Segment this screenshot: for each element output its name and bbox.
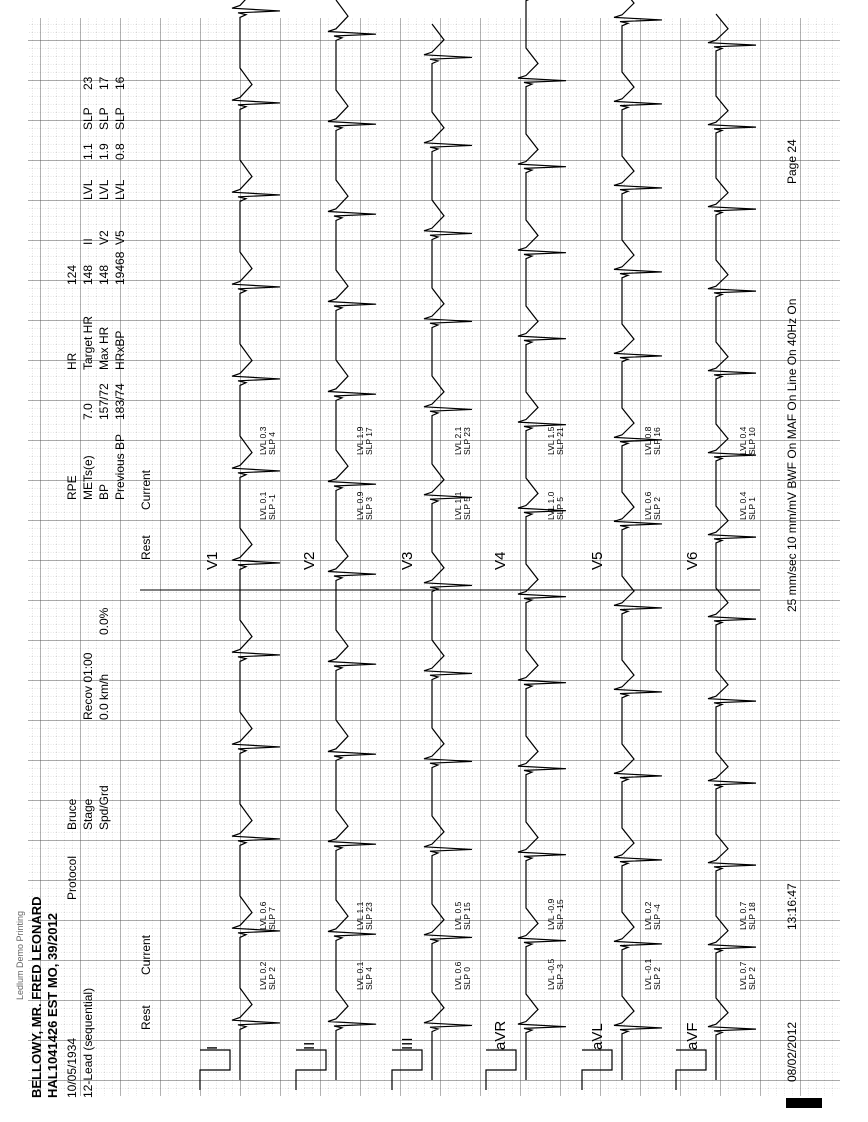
lead-rest-measure-left: LVL -0.1 SLP 2 [643,958,662,990]
lead-label-right: V4 [492,551,509,570]
lead-label-right: V6 [684,551,701,570]
st-slp-label-3: SLP [113,107,127,130]
lead-current-measure-right: LVL 0.3 SLP 4 [258,426,277,455]
left-current-heading: Current [139,934,153,975]
lead-current-measure-left: LVL 0.5 SLP 15 [453,901,472,930]
lead-rest-measure-left: LVL 0.7 SLP 2 [738,961,757,990]
stage-label: Stage [81,798,95,830]
lead-label-right: V1 [204,551,221,570]
hrbp-label: HRxBP [113,330,127,370]
right-current-heading: Current [139,469,153,510]
rpe-label: RPE [65,475,79,500]
footer-date: 08/02/2012 [785,1021,799,1082]
stage-value: Recov 01:00 [81,652,95,720]
patient-id-line: HAL1041426 EST MO, 39/2012 [45,913,60,1098]
lead-current-measure-left: LVL -0.9 SLP -15 [546,898,565,930]
st-lvl-label-2: LVL [97,179,111,200]
lead-rest-measure-right: LVL 1.1 SLP 5 [453,491,472,520]
max-hr-label: Max HR [97,326,111,370]
hr-label: HR [65,352,79,370]
mets-label: METs(e) [81,455,95,500]
lead-label-right: V2 [301,551,318,570]
lead-rest-measure-left: LVL -0.5 SLP -3 [546,958,565,990]
protocol-value: Bruce [65,798,79,830]
lead-current-measure-left: LVL 0.7 SLP 18 [738,901,757,930]
lead-label-right: V5 [589,551,606,570]
lead-rest-measure-right: LVL 1.0 SLP 5 [546,491,565,520]
st-slp-value-1: 23 [81,76,95,90]
st-lead-3: V5 [113,230,127,245]
st-slp-value-3: 16 [113,76,127,90]
lead-rest-measure-right: LVL 0.9 SLP 3 [355,491,374,520]
spd-grd-label: Spd/Grd [97,785,111,830]
date-code: 10/05/1934 [65,1037,79,1098]
grade-value: 0.0% [97,607,111,635]
hr-value: 124 [65,264,79,285]
st-slp-label-1: SLP [81,107,95,130]
protocol-label: Protocol [65,855,79,900]
lead-rest-measure-right: LVL 0.4 SLP 1 [738,491,757,520]
footer-settings: 25 mm/sec 10 mm/mV BWF On MAF On Line On 40Hz On [785,298,799,612]
lead-current-measure-right: LVL 1.5 SLP 21 [546,426,565,455]
hrbp-value: 19468 [113,251,127,285]
lead-label-left: I [204,1045,221,1050]
speed-value: 0.0 km/h [97,673,111,720]
left-rest-heading: Rest [139,1005,153,1030]
lead-rest-measure-left: LVL 0.1 SLP 4 [355,961,374,990]
footer-time: 13:16:47 [785,883,799,930]
lead-mode: 12-Lead (sequential) [81,987,95,1098]
target-hr-value: 148 [81,264,95,285]
lead-current-measure-left: LVL 0.2 SLP -4 [643,901,662,930]
lead-current-measure-right: LVL 2.1 SLP 23 [453,426,472,455]
prev-bp-label: Previous BP [113,433,127,500]
st-lvl-value-1: 1.1 [81,143,95,160]
lead-label-right: V3 [399,551,416,570]
st-lvl-label-3: LVL [113,179,127,200]
target-hr-label: Target HR [81,315,95,370]
lead-current-measure-left: LVL 0.6 SLP 7 [258,901,277,930]
lead-label-left: aVR [492,1020,509,1050]
patient-name: BELLOWY, MR. FRED LEONARD [29,896,44,1098]
st-lead-2: V2 [97,230,111,245]
st-slp-label-2: SLP [97,107,111,130]
lead-rest-measure-left: LVL 0.6 SLP 0 [453,961,472,990]
lead-current-measure-right: LVL 0.8 SLP 16 [643,426,662,455]
lead-rest-measure-left: LVL 0.2 SLP 2 [258,961,277,990]
lead-rest-measure-right: LVL 0.1 SLP -1 [258,491,277,520]
rpe-value: 7.0 [81,403,95,420]
lead-label-left: III [399,1037,416,1050]
st-slp-value-2: 17 [97,76,111,90]
footer-page: Page 24 [785,139,799,184]
st-lvl-label-1: LVL [81,179,95,200]
lead-label-left: aVL [589,1023,606,1050]
lead-current-measure-left: LVL 1.1 SLP 23 [355,901,374,930]
bp-label: BP [97,483,111,500]
st-lvl-value-2: 1.9 [97,143,111,160]
st-lvl-value-3: 0.8 [113,143,127,160]
lead-label-left: aVF [684,1022,701,1050]
watermark-text: Ledlum Demo Printing [15,910,25,1000]
lead-rest-measure-right: LVL 0.6 SLP 2 [643,491,662,520]
st-lead-1: II [81,238,95,245]
bp-value: 157/72 [97,383,111,420]
lead-current-measure-right: LVL 1.9 SLP 17 [355,426,374,455]
lead-label-left: II [301,1041,318,1050]
corner-mark [786,1098,822,1108]
lead-current-measure-right: LVL 0.4 SLP 10 [738,426,757,455]
max-hr-value: 148 [97,264,111,285]
right-rest-heading: Rest [139,535,153,560]
prev-bp-value: 183/74 [113,383,127,420]
